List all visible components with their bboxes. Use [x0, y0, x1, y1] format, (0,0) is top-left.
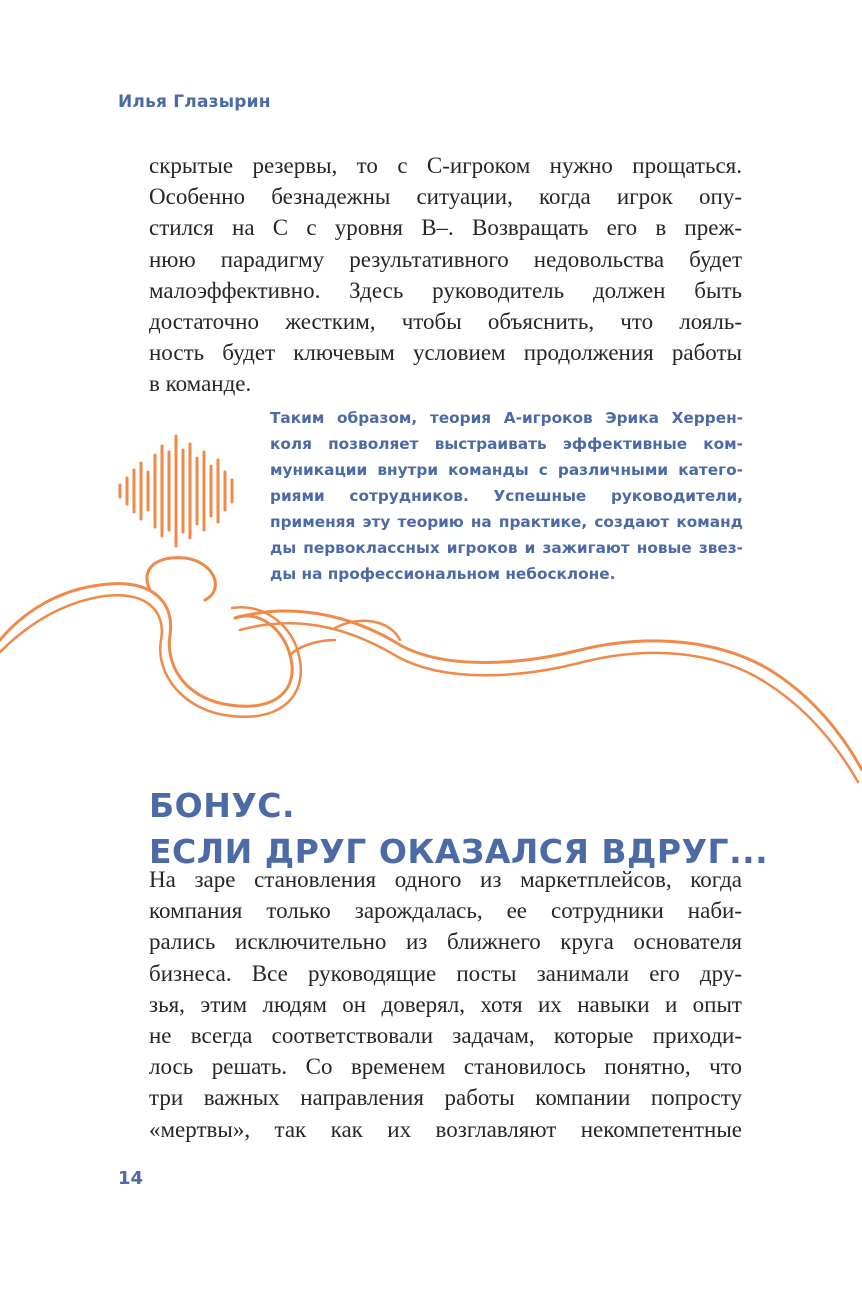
callout-line: ды на профессиональном небосклоне.: [270, 565, 616, 583]
text-line: скрытые резервы, то с С-игроком нужно прощаться.: [149, 153, 742, 178]
text-line: стился на С с уровня В–. Возвращать его в преж-: [149, 215, 742, 241]
text-line: лось решать. Со временем становилось понятно, что: [149, 1054, 742, 1080]
text-line: бизнеса. Все руководящие посты занимали его дру-: [149, 960, 742, 986]
text-line: в команде.: [149, 371, 252, 397]
callout-line: ды первоклассных игроков и зажигают новые звез-: [270, 539, 743, 557]
text-line: достаточно жестким, чтобы объяснить, что лояль-: [149, 309, 742, 335]
text-line: ность будет ключевым условием продолжения работы: [149, 340, 742, 366]
callout-line: применяя эту теорию на практике, создают команд: [270, 513, 743, 531]
heading-line: ЕСЛИ ДРУГ ОКАЗАЛСЯ ВДРУГ...: [149, 832, 769, 871]
text-line: На заре становления одного из маркетплейсов, когда: [149, 867, 742, 892]
page-number: 14: [118, 1168, 144, 1189]
text-line: малоэффективно. Здесь руководитель должен быть: [149, 277, 742, 303]
text-line: три важных направления работы компании попросту: [149, 1085, 742, 1111]
running-header-author: Илья Глазырин: [118, 92, 271, 112]
heading-line: БОНУС.: [149, 786, 296, 825]
text-line: зья, этим людям он доверял, хотя их навыки и опыт: [149, 991, 742, 1017]
section-heading: [149, 783, 768, 875]
text-line: нюю парадигму результативного недовольства будет: [149, 246, 742, 272]
paragraph-2: [149, 864, 742, 1145]
text-line: рались исключительно из ближнего круга основателя: [149, 929, 742, 955]
callout-line: Таким образом, теория А-игроков Эрика Херрен-: [270, 409, 743, 427]
callout-line: коля позволяет выстраивать эффективные ком-: [270, 435, 743, 453]
text-line: компания только зарождалась, ее сотрудники наби-: [149, 898, 742, 924]
callout-line: муникации внутри команды с различными катего-: [270, 461, 743, 479]
text-line: «мертвы», так как их возглавляют некомпетентные: [149, 1116, 742, 1142]
text-line: не всегда соответствовали задачам, которые приходи-: [149, 1023, 742, 1049]
text-line: Особенно безнадежны ситуации, когда игрок опу-: [149, 184, 742, 210]
callout-line: риями сотрудников. Успешные руководители,: [270, 487, 743, 505]
